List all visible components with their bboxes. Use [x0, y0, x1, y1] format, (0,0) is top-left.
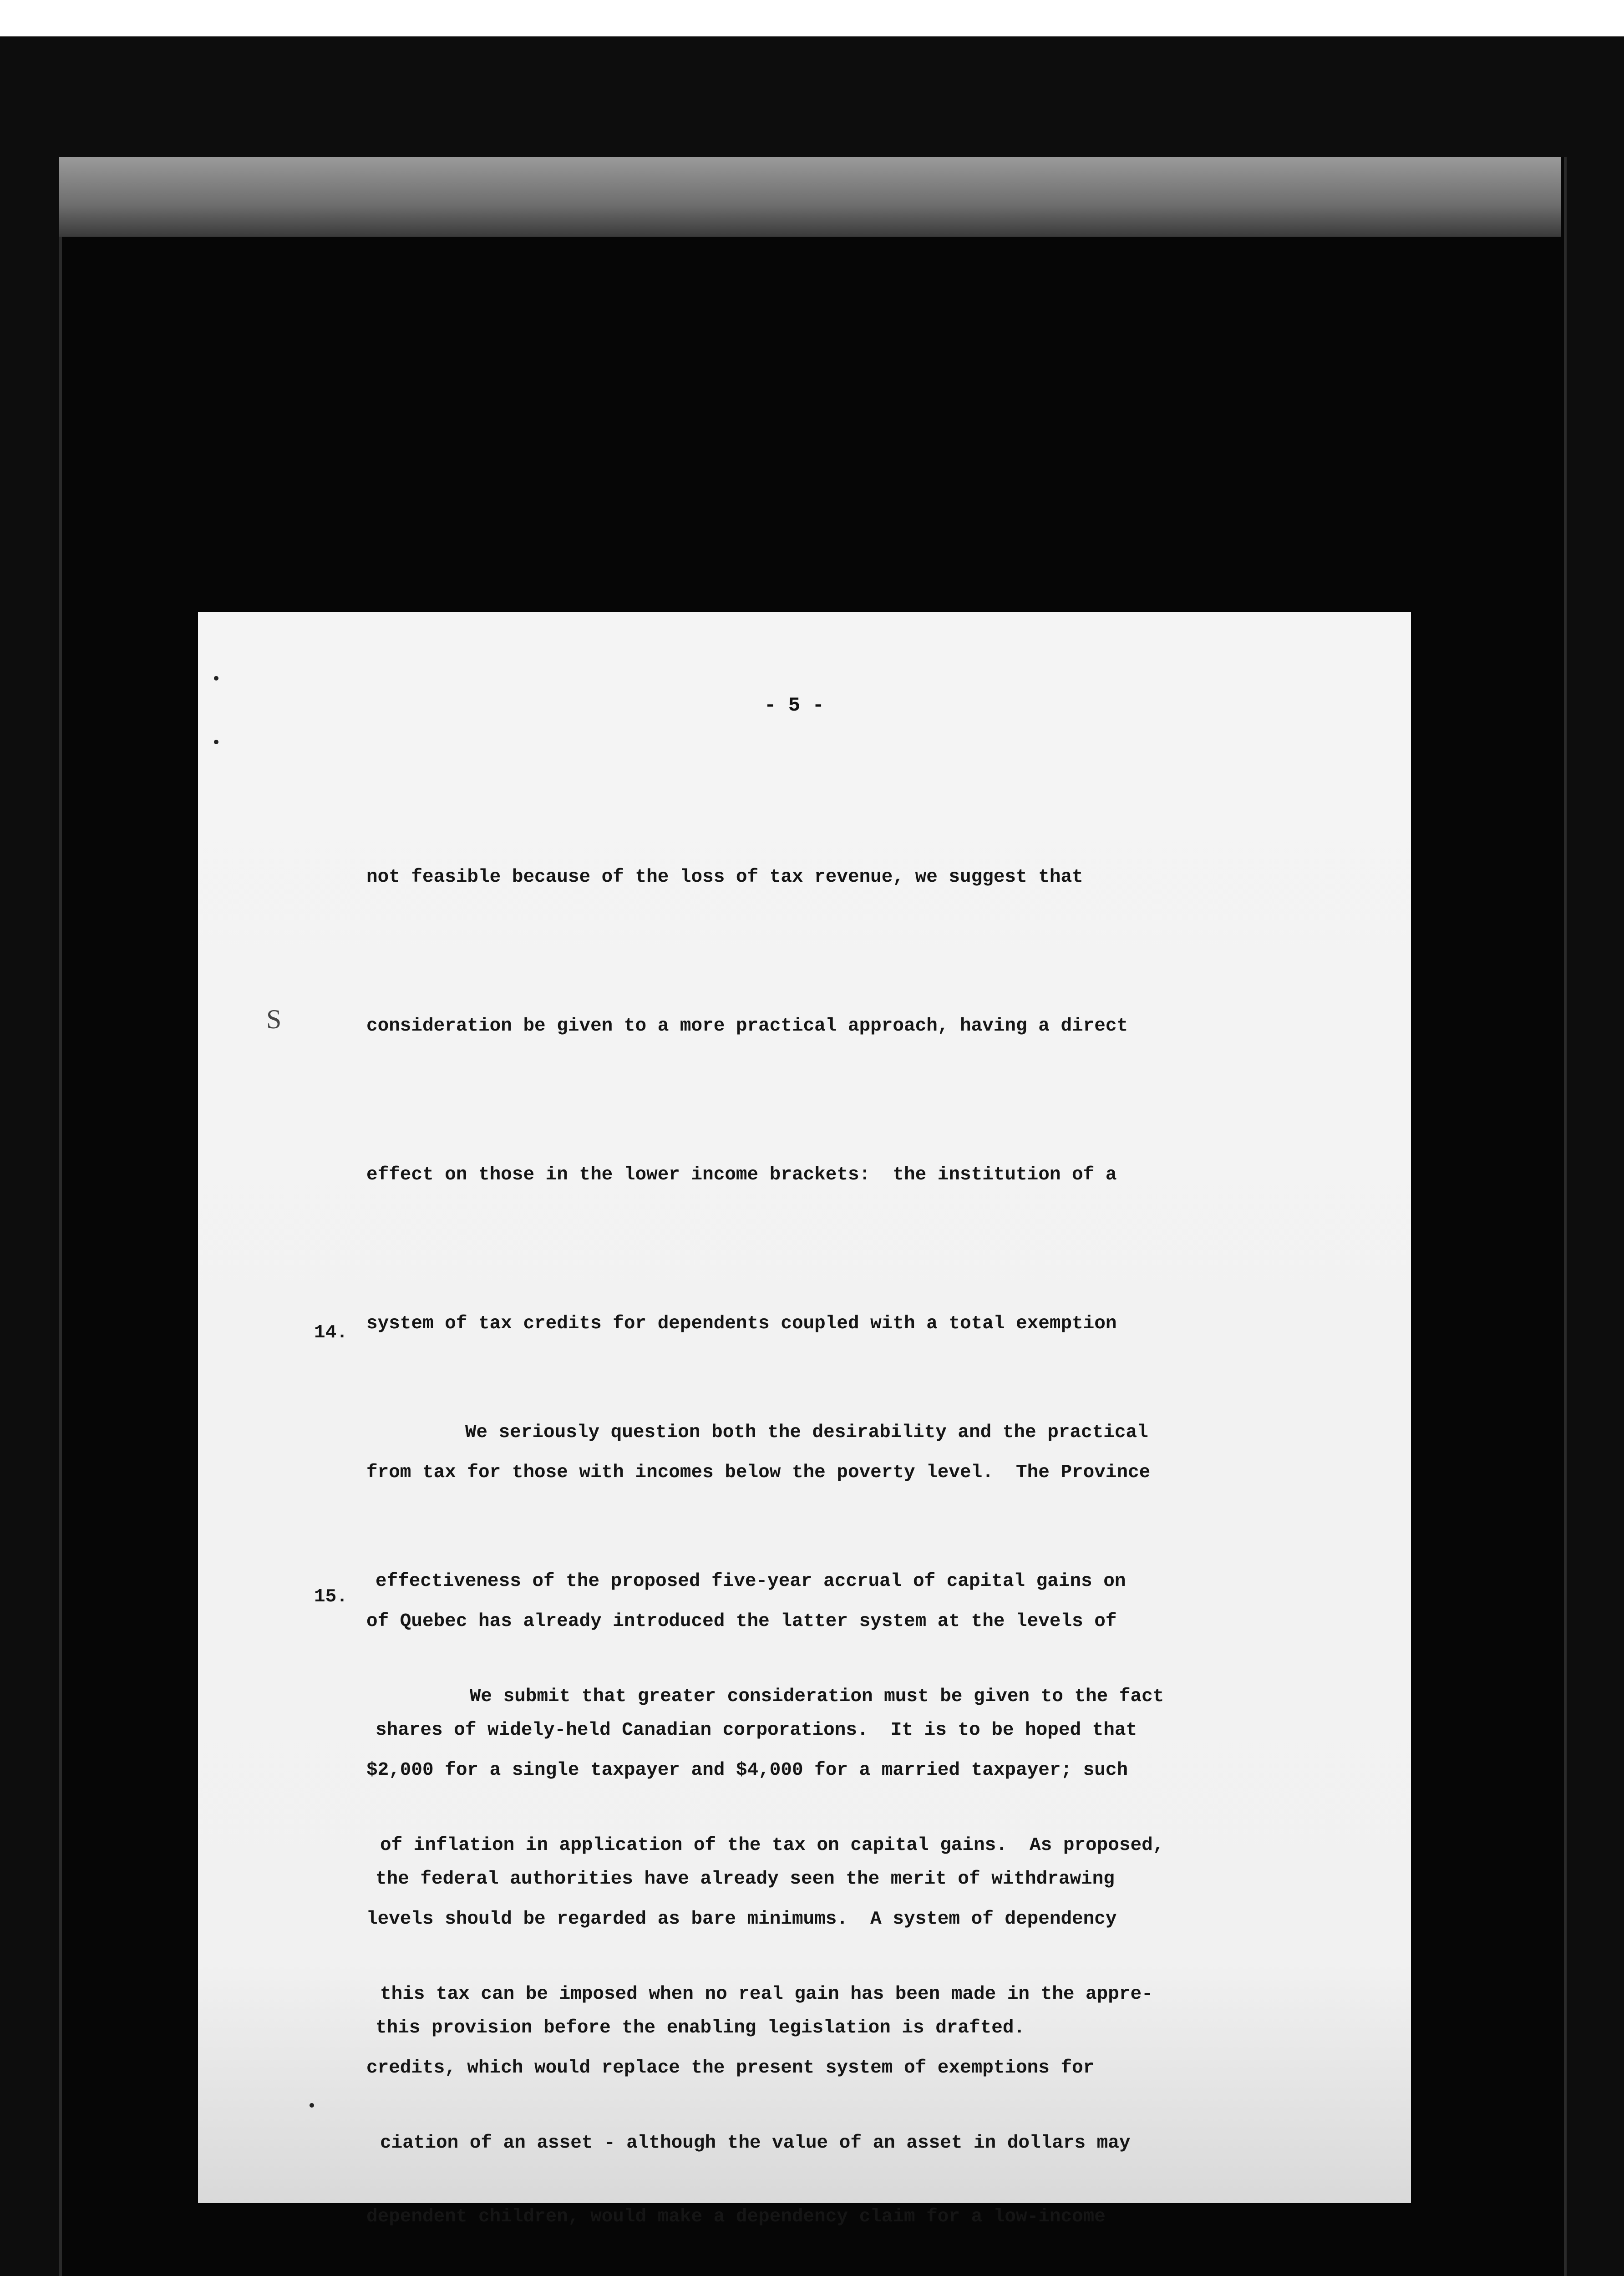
punch-dot: [310, 2103, 314, 2108]
text-line: not feasible because of the loss of tax revenue, we suggest that: [366, 867, 1083, 888]
text-line: effect on those in the lower income brackets: the institution of a: [366, 1164, 1117, 1185]
paragraph-15: [380, 1573, 1164, 2276]
punch-dot: [214, 676, 218, 681]
document-page: [198, 612, 1411, 2227]
film-top-strip: [59, 157, 1561, 237]
text-line: effectiveness of the proposed five-year accrual of capital gains on: [376, 1571, 1126, 1592]
punch-dot: [214, 740, 218, 744]
text-line: system of tax credits for dependents coupled with a total exemption: [366, 1313, 1117, 1334]
text-line: this tax can be imposed when no real gain has been made in the appre-: [380, 1984, 1153, 2005]
text-line: levels should be regarded as bare minimums. A system of dependency: [366, 1909, 1117, 1930]
text-line: from tax for those with incomes below the poverty level. The Province: [366, 1462, 1151, 1483]
paragraph-number-15: 15.: [314, 1586, 348, 1607]
text-line: $2,000 for a single taxpayer and $4,000 for a married taxpayer; such: [366, 1760, 1128, 1781]
handwritten-margin-mark: S: [266, 1004, 282, 1034]
text-line: We seriously question both the desirability and the practical: [376, 1422, 1148, 1443]
text-line: of Quebec has already introduced the latter system at the levels of: [366, 1611, 1117, 1632]
paragraph-number-14: 14.: [314, 1322, 348, 1343]
text-line: consideration be given to a more practical approach, having a direct: [366, 1016, 1128, 1036]
text-line: this provision before the enabling legislation is drafted.: [376, 2017, 1025, 2038]
text-line: of inflation in application of the tax on capital gains. As proposed,: [380, 1835, 1164, 1856]
text-line: shares of widely-held Canadian corporations. It is to be hoped that: [376, 1720, 1137, 1741]
page-number: - 5 -: [764, 694, 825, 717]
text-line: [380, 2267, 1164, 2276]
text-line: credits, which would replace the present system of exemptions for: [366, 2058, 1095, 2078]
text-line: ciation of an asset - although the value of an asset in dollars may: [380, 2133, 1131, 2154]
text-line: dependent children, would make a dependency claim for a low-income: [366, 2206, 1106, 2227]
text-line: We submit that greater consideration must be given to the fact: [380, 1686, 1164, 1707]
text-line: the federal authorities have already seen the merit of withdrawing: [376, 1869, 1115, 1890]
